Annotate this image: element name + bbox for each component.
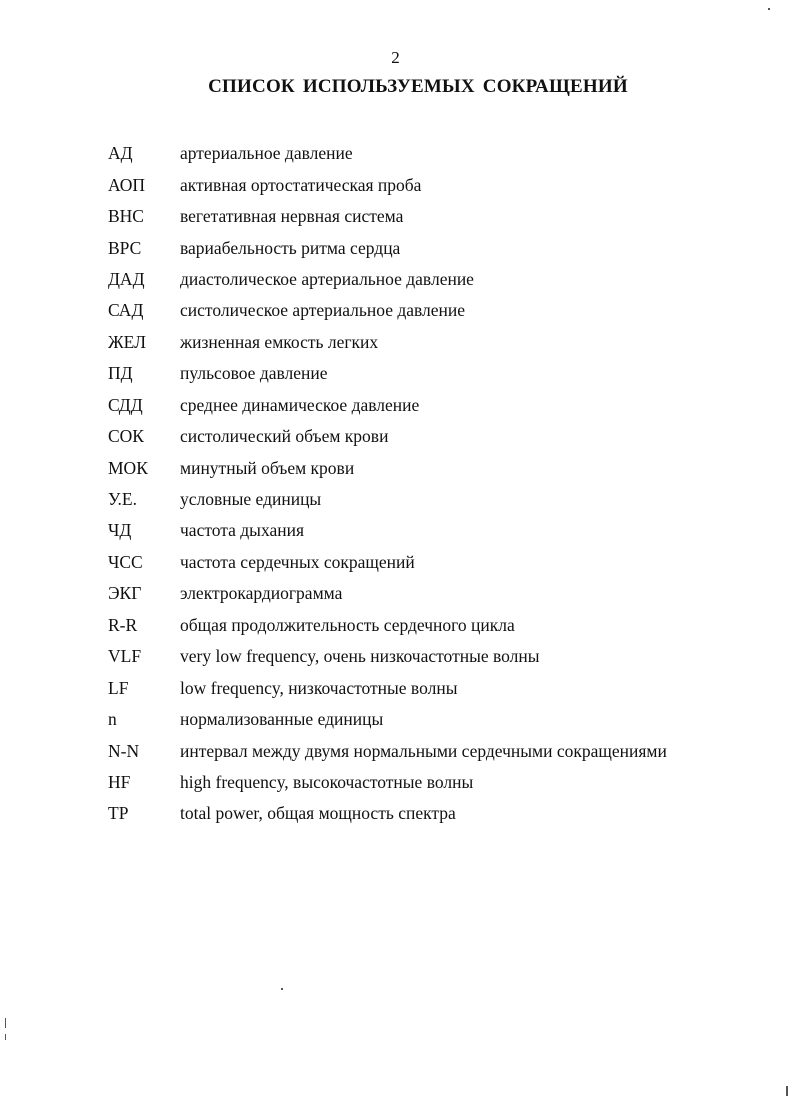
abbreviation-definition: very low frequency, очень низкочастотные волны [180, 646, 540, 667]
abbreviation-definition: пульсовое давление [180, 363, 328, 384]
abbreviation-term: СДД [108, 394, 143, 415]
abbreviation-row [108, 704, 748, 735]
abbreviation-row [108, 358, 748, 389]
abbreviation-term: VLF [108, 646, 142, 667]
abbreviation-term: ЧСС [108, 551, 143, 572]
abbreviation-term: n [108, 709, 117, 730]
abbreviation-row [108, 547, 748, 578]
abbreviation-definition: low frequency, низкочастотные волны [180, 677, 458, 698]
abbreviation-term: СОК [108, 426, 144, 447]
abbreviation-row [108, 767, 748, 798]
abbreviation-definition: условные единицы [180, 489, 322, 510]
abbreviation-row [108, 798, 748, 829]
abbreviation-row [108, 672, 748, 703]
abbreviation-row [108, 421, 748, 452]
page-title: СПИСОК ИСПОЛЬЗУЕМЫХ СОКРАЩЕНИЙ [208, 76, 628, 97]
abbreviation-row [108, 232, 748, 263]
abbreviation-definition: систолическое артериальное давление [180, 300, 466, 321]
abbreviation-row [108, 610, 748, 641]
abbreviation-term: ВНС [108, 206, 144, 227]
abbreviation-term: TP [108, 803, 129, 824]
abbreviation-term: АОП [108, 174, 146, 195]
abbreviation-definition: вегетативная нервная система [180, 206, 404, 227]
abbreviation-term: ВРС [108, 237, 142, 258]
page-number: 2 [391, 48, 400, 67]
abbreviation-term: МОК [108, 457, 148, 478]
abbreviation-row [108, 138, 748, 169]
scan-speck [281, 988, 283, 990]
abbreviation-row [108, 641, 748, 672]
abbreviation-definition: систолический объем крови [180, 426, 389, 447]
abbreviation-term: САД [108, 300, 144, 321]
scan-speck [5, 1034, 6, 1040]
scan-speck [786, 1086, 788, 1096]
abbreviation-definition: общая продолжительность сердечного цикла [180, 614, 515, 635]
abbreviation-row [108, 390, 748, 421]
abbreviation-definition: жизненная емкость легких [180, 331, 379, 352]
abbreviation-list [108, 138, 748, 830]
abbreviation-row [108, 169, 748, 200]
abbreviation-term: N-N [108, 740, 140, 761]
abbreviation-term: У.Е. [108, 489, 137, 510]
abbreviation-row [108, 264, 748, 295]
scan-speck [5, 1018, 6, 1028]
abbreviation-term: ПД [108, 363, 133, 384]
abbreviation-row [108, 295, 748, 326]
abbreviation-row [108, 327, 748, 358]
abbreviation-definition: total power, общая мощность спектра [180, 803, 456, 824]
abbreviation-term: LF [108, 677, 129, 698]
abbreviation-row [108, 201, 748, 232]
abbreviation-definition: вариабельность ритма сердца [180, 237, 401, 258]
abbreviation-term: ДАД [108, 268, 145, 289]
abbreviation-definition: среднее динамическое давление [180, 394, 420, 415]
abbreviation-term: R-R [108, 614, 138, 635]
abbreviation-definition: активная ортостатическая проба [180, 174, 422, 195]
abbreviation-definition: минутный объем крови [180, 457, 355, 478]
abbreviation-term: ЧД [108, 520, 132, 541]
abbreviation-definition: электрокардиограмма [180, 583, 343, 604]
abbreviation-row [108, 484, 748, 515]
abbreviation-definition: частота сердечных сокращений [180, 551, 415, 572]
abbreviation-row [108, 452, 748, 483]
abbreviation-row [108, 578, 748, 609]
abbreviation-row [108, 735, 748, 766]
scan-speck [768, 8, 770, 10]
abbreviation-term: HF [108, 771, 131, 792]
abbreviation-definition: частота дыхания [180, 520, 305, 541]
abbreviation-definition: артериальное давление [180, 143, 353, 164]
abbreviation-definition: нормализованные единицы [180, 709, 384, 730]
abbreviation-term: ЖЕЛ [108, 331, 147, 352]
abbreviation-definition: интервал между двумя нормальными сердечными сокращениями [180, 740, 667, 761]
abbreviation-term: ЭКГ [108, 583, 142, 604]
abbreviation-definition: диастолическое артериальное давление [180, 268, 474, 289]
abbreviation-term: АД [108, 143, 133, 164]
abbreviation-row [108, 515, 748, 546]
abbreviation-definition: high frequency, высокочастотные волны [180, 771, 474, 792]
